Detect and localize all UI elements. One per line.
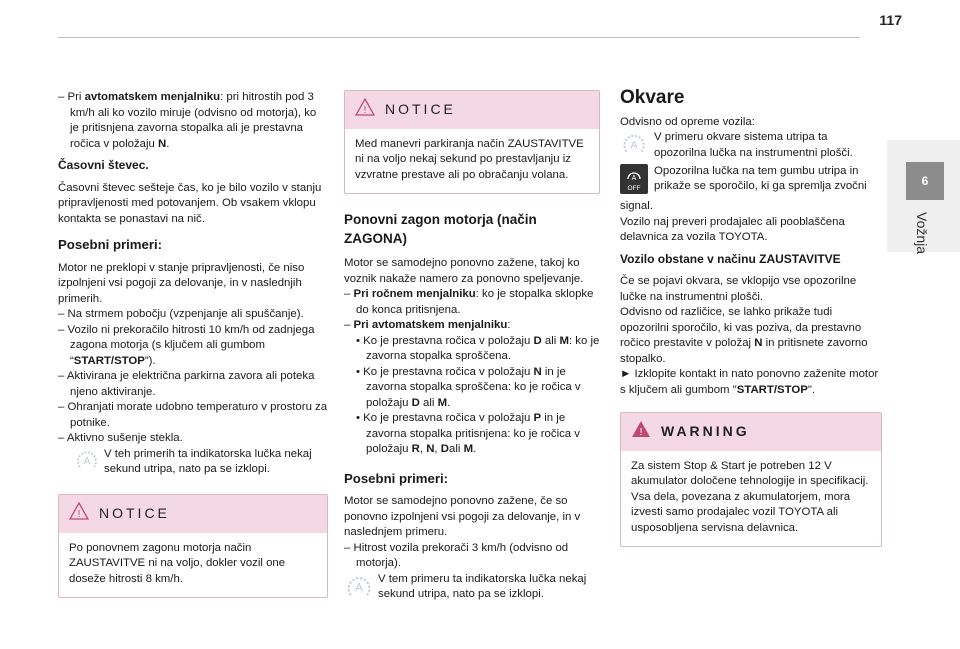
svg-text:A: A [355, 582, 363, 595]
bullet-item: • Ko je prestavna ročica v položaju P in je zavorna stopalka pritisnjena: ko je ročica v položaju R, N, Dali M. [356, 412, 580, 455]
list-item: – Aktivno sušenje stekla. [58, 432, 183, 444]
warning-box [620, 412, 882, 547]
icon-note-1: A V primeru okvare sistema utripa ta opozorilna lučka na instrumentni plošči. [620, 130, 882, 164]
notice-box [344, 90, 600, 194]
warning-triangle-icon [631, 420, 651, 444]
chapter-tab[interactable] [887, 140, 960, 255]
special-cases-heading: Posebni primeri: [58, 237, 163, 252]
icon-note-2: A OFF Opozorilna lučka na tem gumbu utripa in prikaže se sporočilo, ki ga spremlja zvočni [620, 164, 882, 200]
notice-box [58, 494, 328, 598]
header-rule [58, 37, 860, 38]
auto-gearbox-item: – Pri avtomatskem menjalniku: [344, 319, 511, 331]
list-item: – Aktivirana je električna parkirna zavora ali poteka njeno aktiviranje. [58, 370, 315, 398]
list-item: – Hitrost vozila prekorači 3 km/h (odvisno od motorja). [344, 541, 569, 569]
svg-text:A: A [630, 139, 638, 152]
warning-text-1: Za sistem Stop & Start je potreben 12 V akumulator določene tehnologije in specifikacij. [631, 459, 869, 487]
auto-stop-warning-icon [620, 130, 650, 164]
column-2 [344, 90, 600, 607]
list-item: – Ohranjati morate udobno temperaturo v prostoru za potnike. [58, 401, 328, 429]
dealer-paragraph: Vozilo naj preveri prodajalec ali pooblaščena delavnica za vozila TOYOTA. [620, 215, 845, 243]
svg-text:!: ! [639, 427, 643, 438]
column-3 [620, 87, 882, 561]
svg-text:OFF: OFF [627, 184, 641, 192]
fault-paragraph: Če se pojavi okvara, se vklopijo vse opozorilne lučke na instrumentni plošči. [620, 275, 857, 303]
svg-text:A: A [83, 455, 91, 467]
indicator-note: A V teh primerih ta indikatorska lučka nekaj sekund utripa, nato pa se izklopi. [58, 447, 328, 479]
auto-gearbox-paragraph: – Pri avtomatskem menjalniku: pri hitrostih pod 3 km/h ali ko vozilo miruje (odvisno od motorja), ko je pritisnjena zavorna stopalka ali je prestavna ročica v položaju N. [58, 91, 317, 150]
bullet-item: • Ko je prestavna ročica v položaju D ali M: ko je zavorna stopalka sproščena. [356, 334, 600, 362]
warning-triangle-icon [355, 98, 375, 122]
stop-start-off-button-icon [620, 164, 650, 200]
version-paragraph: Odvisno od različice, se lahko prikaže tudi opozorilni sporočilo, ki vas poziva, da prestavno ročico prestavite v položaj N in pritisnete zavorno stopalko. [620, 306, 868, 365]
notice-text: Po ponovnem zagonu motorja način ZAUSTAVITVE ni na voljo, dokler vozil one doseže hitrosti 8 km/h. [69, 541, 286, 585]
svg-text:!: ! [363, 105, 367, 116]
faults-heading: Okvare [620, 87, 685, 108]
svg-text:A: A [631, 174, 637, 182]
list-item-cont: “START/STOP”). [70, 354, 156, 367]
bullet-item: • Ko je prestavna ročica v položaju N in je zavorna stopalka sproščena: ko je ročica v položaju D ali M. [356, 365, 581, 409]
special-cases-heading: Posebni primeri: [344, 470, 449, 486]
auto-stop-icon [344, 572, 374, 608]
special-cases-intro: Motor ne preklopi v stanje pripravljenosti, če niso izpolnjeni vsi pogoji za delovanje, in v naslednjih primerih. [58, 261, 305, 305]
notice-text: Med manevri parkiranja način ZAUSTAVITVE ni na voljo nekaj sekund po prestavljanju iz vzvratne prestave ali po obračanju volana. [355, 137, 584, 181]
warning-title: WARNING [661, 423, 750, 439]
auto-stop-icon [74, 447, 100, 479]
special-cases-intro: Motor se samodejno ponovno zažene, če so ponovno izpolnjeni vsi pogoji za delovanje, in v naslednjem primeru. [344, 495, 581, 538]
timer-paragraph: Časovni števec sešteje čas, ko je bilo vozilo v stanju pripravljenosti med potovanjem. Ob vsakem vklopu kontakta se ponastavi na nič. [58, 181, 322, 225]
warning-triangle-icon [69, 502, 89, 526]
timer-heading: Časovni števec. [58, 158, 149, 172]
list-item: – Na strmem pobočju (vzpenjanje ali spuščanje). [58, 308, 304, 320]
column-1 [58, 90, 328, 612]
notice-title: NOTICE [99, 505, 170, 521]
indicator-note: A V tem primeru ta indikatorska lučka nekaj sekund utripa, nato pa se izklopi. [344, 572, 600, 608]
chapter-number: 6 [906, 162, 944, 200]
page-number: 117 [879, 12, 902, 28]
svg-text:!: ! [77, 509, 81, 520]
signal-text: signal. [620, 200, 653, 212]
stuck-stop-heading: Vozilo obstane v načinu ZAUSTAVITVE [620, 251, 841, 266]
restart-intro: Motor se samodejno ponovno zažene, takoj ko voznik nakaže namero za ponovno speljevanje. [344, 257, 584, 285]
action-paragraph: ► Izklopite kontakt in nato ponovno zaženite motor s ključem ali gumbom "START/STOP". [620, 368, 879, 396]
warning-text-2: Vsa dela, povezana z akumulatorjem, mora izvesti samo prodajalec vozil TOYOTA ali usposobljena servisna delavnica. [631, 490, 851, 534]
notice-title: NOTICE [385, 101, 456, 117]
restart-heading: Ponovni zagon motorja (način ZAGONA) [344, 212, 537, 246]
list-item: – Vozilo ni prekoračilo hitrosti 10 km/h od zadnjega zagona motorja (s ključem ali gumbom [58, 323, 315, 351]
chapter-title: Vožnja [914, 212, 930, 255]
manual-gearbox-item: – Pri ročnem menjalniku: ko je stopalka sklopke do konca pritisnjena. [344, 288, 594, 316]
equipment-intro: Odvisno od opreme vozila: [620, 115, 755, 128]
